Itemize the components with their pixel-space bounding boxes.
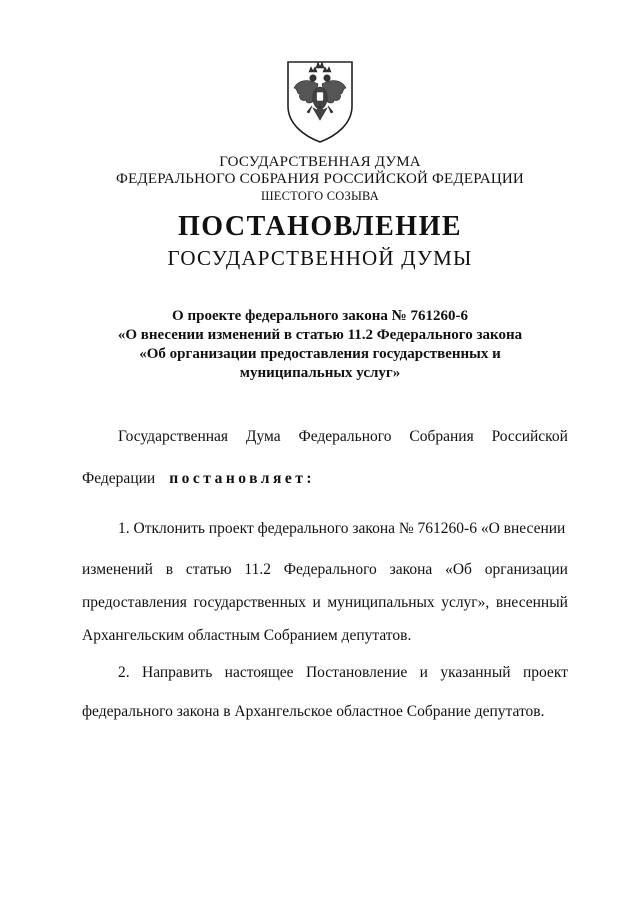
document-title: ПОСТАНОВЛЕНИЕ (177, 211, 463, 242)
word: Дума (245, 428, 281, 445)
word: 2. (118, 664, 130, 681)
word: муниципальных (327, 594, 435, 611)
item1-line2 (82, 560, 568, 580)
item1-line4: Архангельским областным Собранием депутатов. (82, 627, 412, 644)
word: статью (185, 561, 232, 578)
subject-line3: «Об организации предоставления государственных и (139, 346, 501, 362)
convocation-line: ШЕСТОГО СОЗЫВА (260, 189, 380, 203)
item1-line3 (82, 593, 568, 613)
word: в (165, 561, 174, 578)
word: организации (484, 561, 568, 578)
item2-line2: федерального закона в Архангельское областное Собрание депутатов. (82, 703, 545, 720)
preamble-subject: Федерации (82, 470, 156, 487)
word: «Об (445, 561, 472, 578)
preamble-line2 (82, 469, 568, 489)
subject-line4: муниципальных услуг» (239, 365, 401, 381)
resolves-verb: постановляет: (169, 470, 316, 487)
word: указанный (440, 664, 511, 681)
word: Федерального (283, 561, 377, 578)
org-name-line2: ФЕДЕРАЛЬНОГО СОБРАНИЯ РОССИЙСКОЙ ФЕДЕРАЦИИ (116, 171, 524, 187)
word: предоставления (82, 594, 187, 611)
word: изменений (82, 561, 153, 578)
word: услуг», (441, 594, 490, 611)
word: и (312, 594, 321, 611)
document-subtitle: ГОСУДАРСТВЕННОЙ ДУМЫ (167, 246, 473, 270)
word: Собрания (409, 428, 474, 445)
word: проект (522, 664, 568, 681)
word: Постановление (305, 664, 408, 681)
word: Российской (491, 428, 568, 445)
word: Федерального (298, 428, 392, 445)
item2-line1 (118, 663, 568, 683)
word: государственных (193, 594, 307, 611)
word: Направить (142, 664, 213, 681)
state-emblem-icon (282, 58, 358, 144)
subject-line2: «О внесении изменений в статью 11.2 Федерального закона (117, 327, 523, 343)
word: и (419, 664, 428, 681)
word: Государственная (118, 428, 229, 445)
subject-line1: О проекте федерального закона № 761260-6 (172, 308, 468, 324)
preamble-line1 (118, 427, 568, 447)
word: 11.2 (244, 561, 271, 578)
org-name-line1: ГОСУДАРСТВЕННАЯ ДУМА (219, 154, 421, 170)
word: настоящее (224, 664, 294, 681)
word: внесенный (495, 594, 568, 611)
word: закона (389, 561, 433, 578)
item1-line1: 1. Отклонить проект федерального закона № 761260-6 «О внесении (118, 520, 566, 537)
